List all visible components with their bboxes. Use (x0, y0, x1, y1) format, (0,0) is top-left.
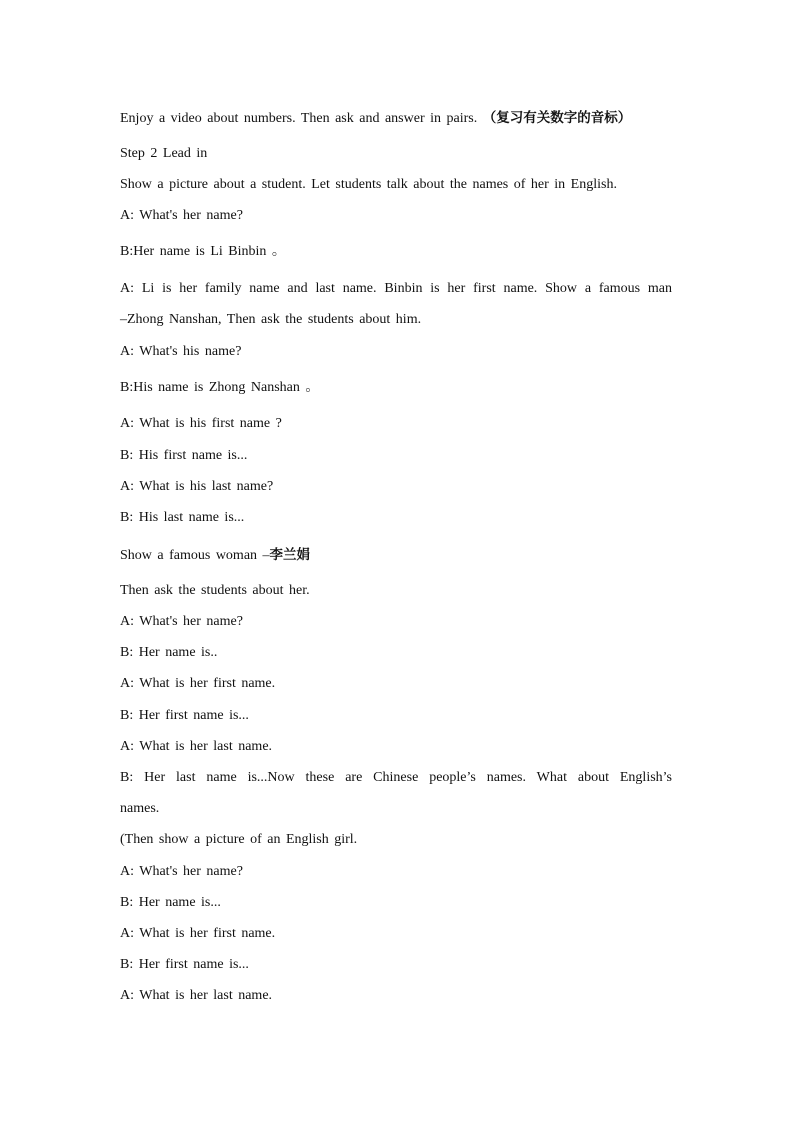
line-text: A: What is his last name? (120, 479, 274, 494)
text-line (120, 800, 672, 818)
text-line (120, 956, 672, 974)
text-line (120, 987, 672, 1005)
text-line (120, 546, 672, 565)
text-line (120, 644, 672, 662)
line-text: A: What's her name? (120, 208, 243, 223)
text-line (120, 447, 672, 465)
line-text: A: What's her name? (120, 614, 243, 629)
chinese-text: 李兰娟 (269, 547, 311, 563)
line-text: B:His name is Zhong Nanshan 。 (120, 380, 320, 395)
text-line (120, 207, 672, 225)
text-line (120, 379, 672, 397)
line-text: A: What's her name? (120, 864, 243, 879)
line-text: A: What is her first name. (120, 676, 276, 691)
line-text: A: Li is her family name and last name. Binbin is her first name. Show a famous man (120, 281, 672, 296)
text-line (120, 478, 672, 496)
text-line (120, 311, 672, 329)
line-text: –Zhong Nanshan, Then ask the students about him. (120, 312, 422, 327)
line-text: names. (120, 801, 160, 816)
line-text: B: Her last name is...Now these are Chinese people’s names. What about English’s (120, 770, 672, 785)
line-text: Show a famous woman – (120, 548, 270, 563)
text-line (120, 280, 672, 298)
text-line (120, 145, 672, 163)
line-text: Step 2 Lead in (120, 146, 208, 161)
text-line (120, 176, 672, 194)
text-line (120, 738, 672, 756)
line-text: B: Her name is.. (120, 645, 218, 660)
line-text: A: What is her last name. (120, 739, 273, 754)
text-line (120, 769, 672, 787)
line-text: A: What's his name? (120, 344, 242, 359)
text-line (120, 109, 672, 128)
line-text: B: His last name is... (120, 510, 245, 525)
text-line (120, 582, 672, 600)
text-line (120, 831, 672, 849)
text-line (120, 613, 672, 631)
text-line (120, 894, 672, 912)
line-text: B: His first name is... (120, 448, 248, 463)
text-line (120, 707, 672, 725)
line-text: A: What is her first name. (120, 926, 276, 941)
text-line (120, 675, 672, 693)
line-text: Then ask the students about her. (120, 583, 310, 598)
line-text: B: Her first name is... (120, 708, 249, 723)
text-line (120, 243, 672, 261)
line-text: B: Her first name is... (120, 957, 249, 972)
line-text: B:Her name is Li Binbin 。 (120, 244, 286, 259)
line-text: Show a picture about a student. Let students talk about the names of her in English. (120, 177, 617, 192)
line-text: A: What is his first name ? (120, 416, 282, 431)
line-text: (Then show a picture of an English girl. (120, 832, 358, 847)
chinese-text: （复习有关数字的音标） (482, 110, 632, 126)
text-line (120, 509, 672, 527)
text-line (120, 863, 672, 881)
line-text: A: What is her last name. (120, 988, 273, 1003)
text-line (120, 415, 672, 433)
text-line (120, 925, 672, 943)
line-text: Enjoy a video about numbers. Then ask and answer in pairs. (120, 111, 483, 126)
text-line (120, 343, 672, 361)
line-text: B: Her name is... (120, 895, 221, 910)
